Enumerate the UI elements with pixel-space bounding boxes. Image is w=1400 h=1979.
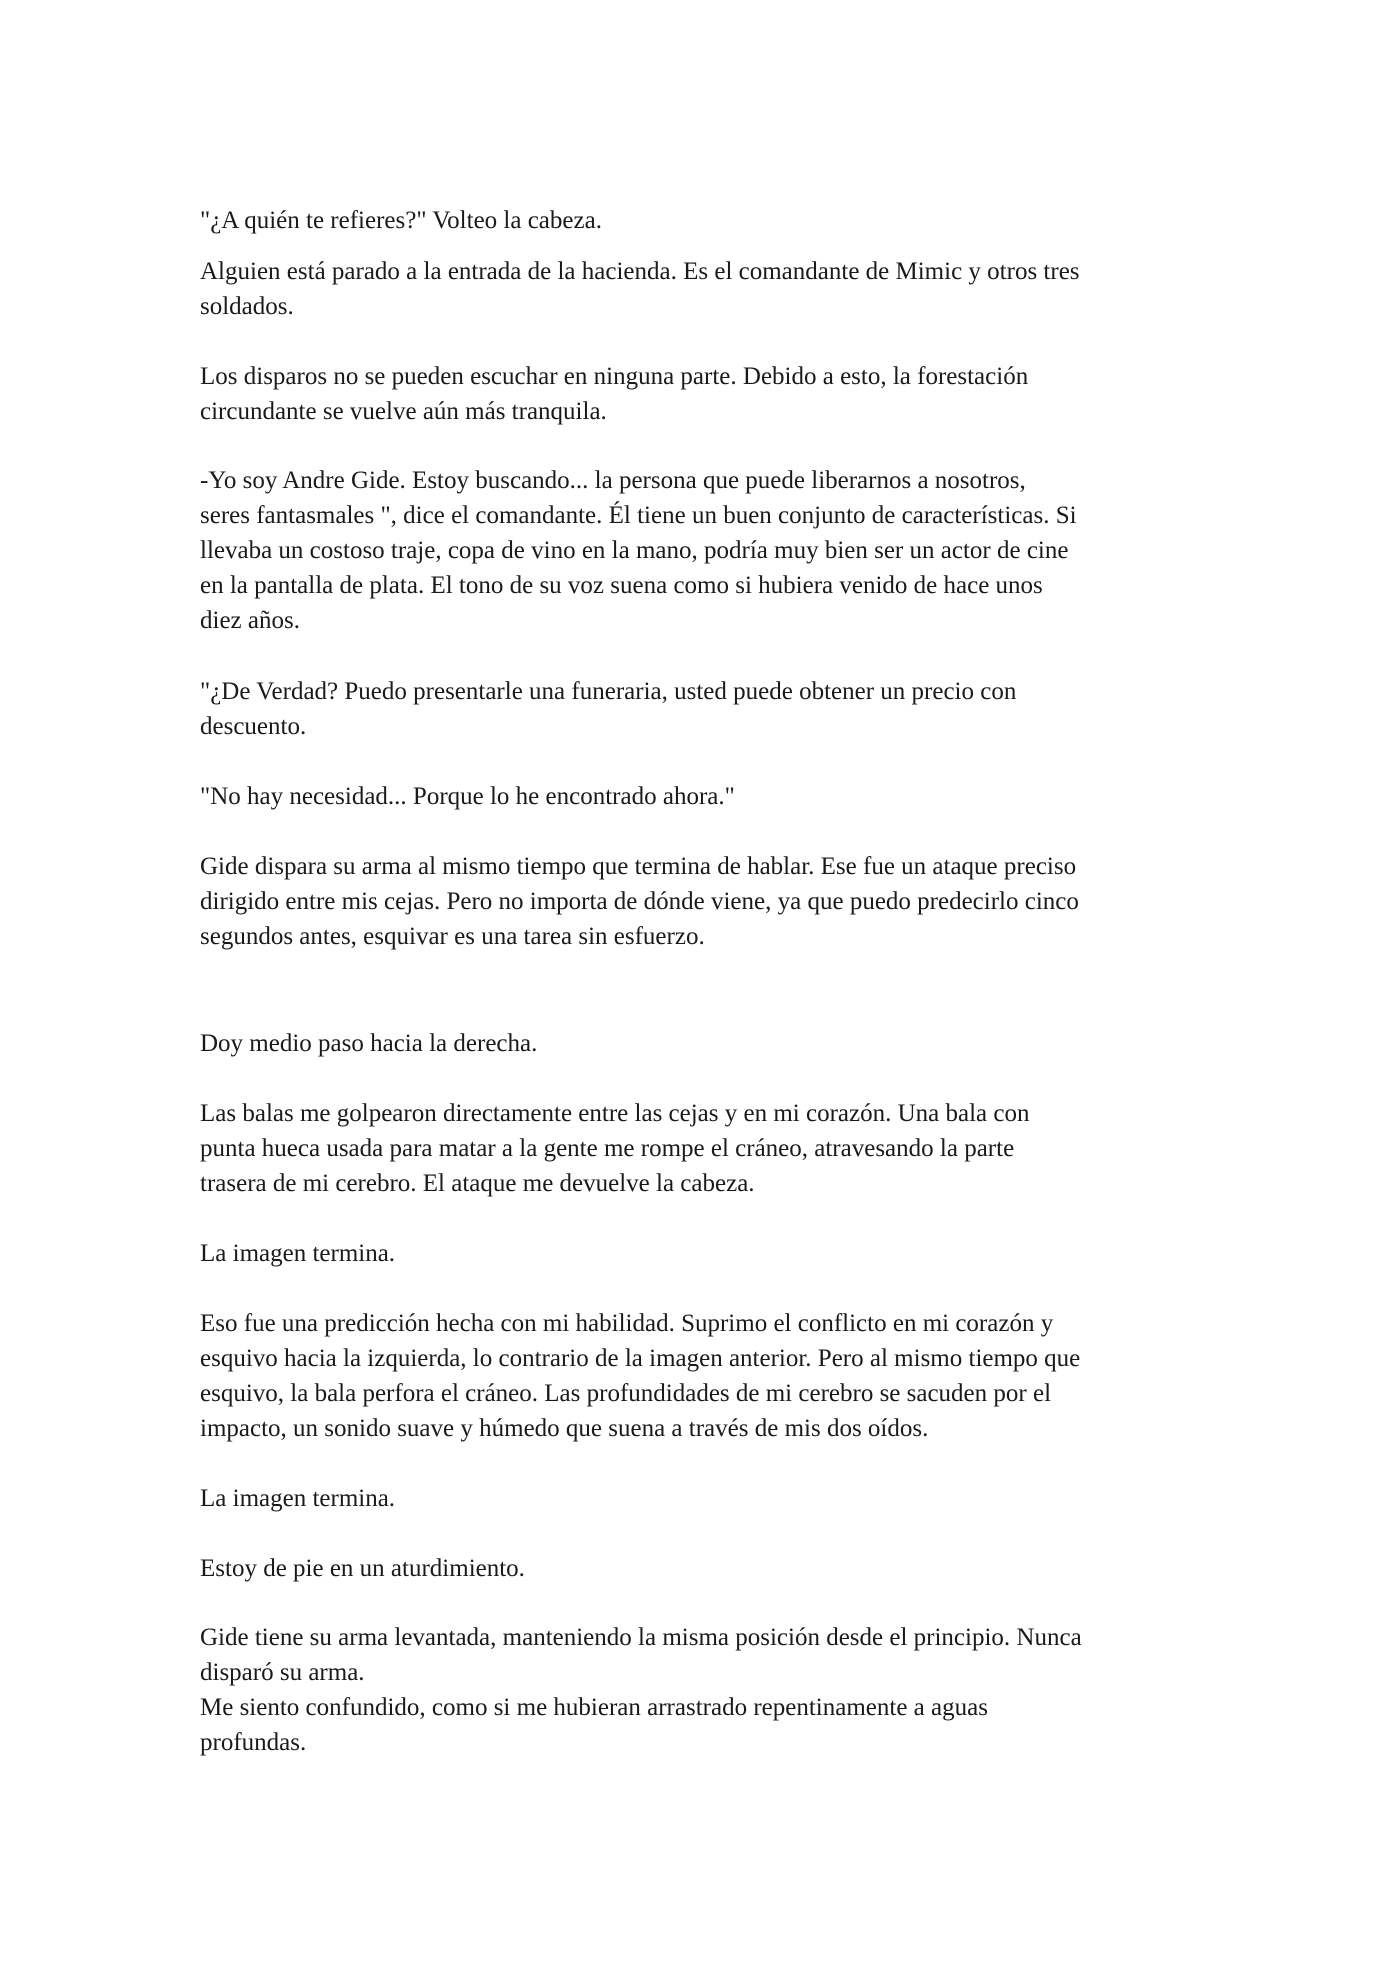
paragraph-5: "¿De Verdad? Puedo presentarle una funeraria, usted puede obtener un precio con descuento. (200, 678, 1017, 740)
paragraph-1: "¿A quién te refieres?" Volteo la cabeza. (200, 207, 602, 234)
paragraph-2: Alguien está parado a la entrada de la hacienda. Es el comandante de Mimic y otros tres soldados. (200, 258, 1080, 320)
paragraph-11: Eso fue una predicción hecha con mi habilidad. Suprimo el conflicto en mi corazón y esquivo hacia la izquierda, lo contrario de la imagen anterior. Pero al mismo tiempo que esquivo, la bala perfora el cráneo. Las profundidades de mi cerebro se sacuden por el impacto, un sonido suave y húmedo que suena a través de mis dos oídos. (200, 1310, 1081, 1442)
paragraph-14: Gide tiene su arma levantada, manteniendo la misma posición desde el principio. Nunca disparó su arma. Me siento confundido, como si me hubieran arrastrado repentinamente a aguas profundas. (200, 1624, 1082, 1756)
paragraph-9: Las balas me golpearon directamente entre las cejas y en mi corazón. Una bala con punta hueca usada para matar a la gente me rompe el cráneo, atravesando la parte trasera de mi cerebro. El ataque me devuelve la cabeza. (200, 1100, 1030, 1197)
paragraph-4: -Yo soy Andre Gide. Estoy buscando... la persona que puede liberarnos a nosotros, seres fantasmales ", dice el comandante. Él tiene un buen conjunto de características. Si llevaba un costoso traje, copa de vino en la mano, podría muy bien ser un actor de cine en la pantalla de plata. El tono de su voz suena como si hubiera venido de hace unos diez años. (200, 467, 1077, 634)
paragraph-6: "No hay necesidad... Porque lo he encontrado ahora." (200, 783, 735, 810)
paragraph-7: Gide dispara su arma al mismo tiempo que termina de hablar. Ese fue un ataque preciso dirigido entre mis cejas. Pero no importa de dónde viene, ya que puedo predecirlo cinco segundos antes, esquivar es una tarea sin esfuerzo. (200, 853, 1079, 950)
paragraph-13: Estoy de pie en un aturdimiento. (200, 1555, 525, 1582)
paragraph-10: La imagen termina. (200, 1240, 396, 1267)
paragraph-8: Doy medio paso hacia la derecha. (200, 1030, 538, 1057)
paragraph-12: La imagen termina. (200, 1485, 396, 1512)
paragraph-3: Los disparos no se pueden escuchar en ninguna parte. Debido a esto, la forestación circundante se vuelve aún más tranquila. (200, 363, 1029, 425)
